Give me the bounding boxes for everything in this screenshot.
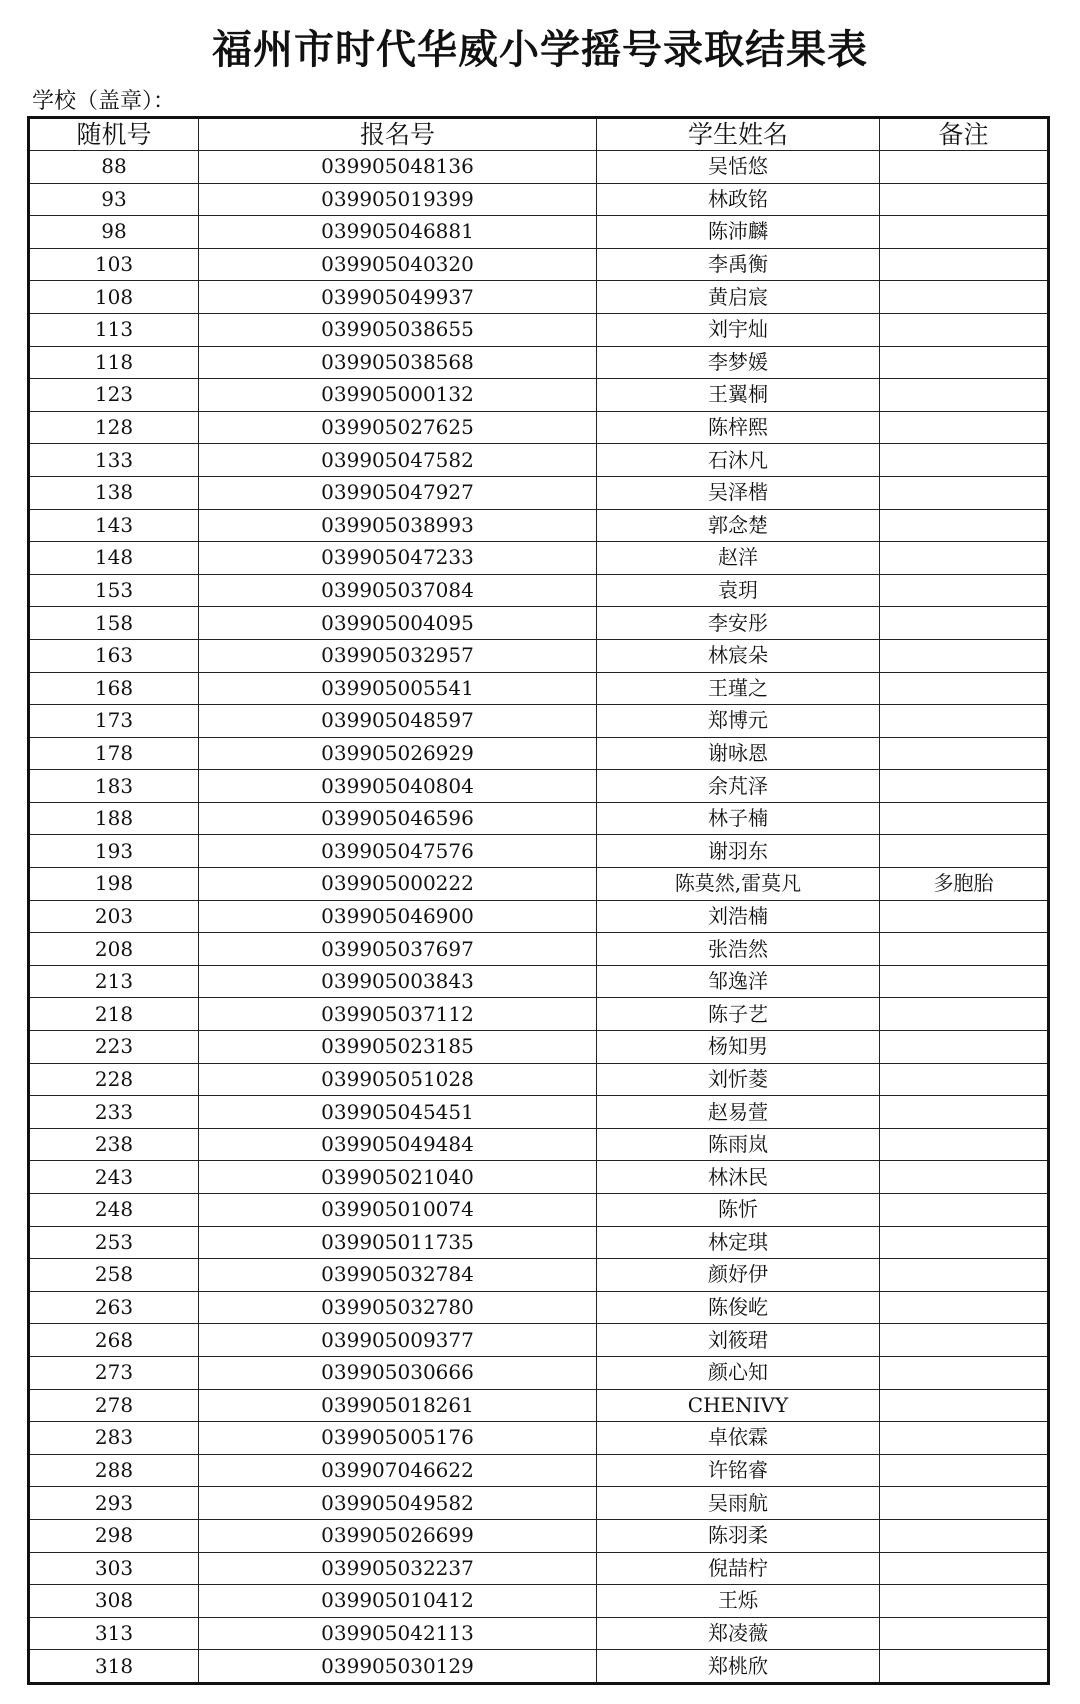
registration-number-cell: 039905032957 <box>199 639 597 672</box>
random-number-cell: 318 <box>29 1650 199 1684</box>
student-name-cell: 吴恬悠 <box>597 151 880 184</box>
student-name-cell: 李梦媛 <box>597 346 880 379</box>
remarks-cell <box>880 1324 1049 1357</box>
random-number-cell: 288 <box>29 1454 199 1487</box>
table-row <box>29 1552 1049 1585</box>
registration-number-cell: 039905000222 <box>199 868 597 901</box>
remarks-cell <box>880 965 1049 998</box>
table-row <box>29 1291 1049 1324</box>
remarks-cell <box>880 1259 1049 1292</box>
random-number-cell: 113 <box>29 313 199 346</box>
random-number-cell: 128 <box>29 411 199 444</box>
random-number-cell: 223 <box>29 1031 199 1064</box>
student-name-cell: 陈子艺 <box>597 998 880 1031</box>
random-number-cell: 188 <box>29 802 199 835</box>
student-name-cell: 刘浩楠 <box>597 900 880 933</box>
registration-number-cell: 039905042113 <box>199 1617 597 1650</box>
table-row <box>29 1324 1049 1357</box>
table-row <box>29 705 1049 738</box>
remarks-cell <box>880 1096 1049 1129</box>
header-remarks: 备注 <box>880 118 1049 151</box>
registration-number-cell: 039905009377 <box>199 1324 597 1357</box>
table-row <box>29 1487 1049 1520</box>
random-number-cell: 243 <box>29 1161 199 1194</box>
remarks-cell <box>880 542 1049 575</box>
registration-number-cell: 039905010074 <box>199 1194 597 1227</box>
remarks-cell <box>880 183 1049 216</box>
remarks-cell <box>880 151 1049 184</box>
table-row <box>29 411 1049 444</box>
student-name-cell: CHENIVY <box>597 1389 880 1422</box>
student-name-cell: 陈忻 <box>597 1194 880 1227</box>
student-name-cell: 王烁 <box>597 1585 880 1618</box>
registration-number-cell: 039905023185 <box>199 1031 597 1064</box>
table-row <box>29 1128 1049 1161</box>
table-row <box>29 639 1049 672</box>
student-name-cell: 郑凌薇 <box>597 1617 880 1650</box>
remarks-cell <box>880 835 1049 868</box>
registration-number-cell: 039905045451 <box>199 1096 597 1129</box>
registration-number-cell: 039905047927 <box>199 476 597 509</box>
random-number-cell: 213 <box>29 965 199 998</box>
random-number-cell: 218 <box>29 998 199 1031</box>
random-number-cell: 313 <box>29 1617 199 1650</box>
registration-number-cell: 039905021040 <box>199 1161 597 1194</box>
student-name-cell: 陈梓熙 <box>597 411 880 444</box>
remarks-cell <box>880 476 1049 509</box>
student-name-cell: 林定琪 <box>597 1226 880 1259</box>
table-row <box>29 672 1049 705</box>
school-seal-label: 学校（盖章）： <box>32 89 176 114</box>
table-row <box>29 998 1049 1031</box>
table-row <box>29 900 1049 933</box>
random-number-cell: 138 <box>29 476 199 509</box>
table-row <box>29 183 1049 216</box>
table-row <box>29 476 1049 509</box>
student-name-cell: 王瑾之 <box>597 672 880 705</box>
remarks-cell <box>880 607 1049 640</box>
table-row <box>29 444 1049 477</box>
registration-number-cell: 039905030666 <box>199 1356 597 1389</box>
table-row <box>29 574 1049 607</box>
remarks-cell <box>880 1487 1049 1520</box>
table-row <box>29 1226 1049 1259</box>
student-name-cell: 黄启宸 <box>597 281 880 314</box>
student-name-cell: 吴泽楷 <box>597 476 880 509</box>
registration-number-cell: 039905038568 <box>199 346 597 379</box>
student-name-cell: 杨知男 <box>597 1031 880 1064</box>
table-row <box>29 1650 1049 1684</box>
random-number-cell: 273 <box>29 1356 199 1389</box>
header-student-name: 学生姓名 <box>597 118 880 151</box>
table-row <box>29 1454 1049 1487</box>
table-row <box>29 313 1049 346</box>
random-number-cell: 278 <box>29 1389 199 1422</box>
student-name-cell: 陈俊屹 <box>597 1291 880 1324</box>
remarks-cell: 多胞胎 <box>880 868 1049 901</box>
registration-number-cell: 039905003843 <box>199 965 597 998</box>
registration-number-cell: 039905019399 <box>199 183 597 216</box>
remarks-cell <box>880 248 1049 281</box>
remarks-cell <box>880 705 1049 738</box>
random-number-cell: 153 <box>29 574 199 607</box>
random-number-cell: 303 <box>29 1552 199 1585</box>
student-name-cell: 林沐民 <box>597 1161 880 1194</box>
registration-number-cell: 039905048597 <box>199 705 597 738</box>
table-row <box>29 802 1049 835</box>
student-name-cell: 郑桃欣 <box>597 1650 880 1684</box>
registration-number-cell: 039905049484 <box>199 1128 597 1161</box>
random-number-cell: 143 <box>29 509 199 542</box>
student-name-cell: 陈莫然,雷莫凡 <box>597 868 880 901</box>
registration-number-cell: 039905049937 <box>199 281 597 314</box>
registration-number-cell: 039905037084 <box>199 574 597 607</box>
table-row <box>29 281 1049 314</box>
registration-number-cell: 039905026699 <box>199 1519 597 1552</box>
random-number-cell: 198 <box>29 868 199 901</box>
student-name-cell: 吴雨航 <box>597 1487 880 1520</box>
random-number-cell: 308 <box>29 1585 199 1618</box>
registration-number-cell: 039905038655 <box>199 313 597 346</box>
random-number-cell: 93 <box>29 183 199 216</box>
random-number-cell: 133 <box>29 444 199 477</box>
remarks-cell <box>880 1389 1049 1422</box>
random-number-cell: 248 <box>29 1194 199 1227</box>
table-row <box>29 1356 1049 1389</box>
remarks-cell <box>880 1128 1049 1161</box>
random-number-cell: 268 <box>29 1324 199 1357</box>
registration-number-cell: 039905037112 <box>199 998 597 1031</box>
registration-number-cell: 039907046622 <box>199 1454 597 1487</box>
remarks-cell <box>880 1226 1049 1259</box>
remarks-cell <box>880 281 1049 314</box>
random-number-cell: 193 <box>29 835 199 868</box>
student-name-cell: 赵易萱 <box>597 1096 880 1129</box>
remarks-cell <box>880 346 1049 379</box>
random-number-cell: 168 <box>29 672 199 705</box>
remarks-cell <box>880 672 1049 705</box>
random-number-cell: 123 <box>29 379 199 412</box>
student-name-cell: 石沐凡 <box>597 444 880 477</box>
student-name-cell: 赵洋 <box>597 542 880 575</box>
remarks-cell <box>880 639 1049 672</box>
table-row <box>29 1617 1049 1650</box>
registration-number-cell: 039905046900 <box>199 900 597 933</box>
registration-number-cell: 039905032784 <box>199 1259 597 1292</box>
student-name-cell: 颜妤伊 <box>597 1259 880 1292</box>
remarks-cell <box>880 313 1049 346</box>
random-number-cell: 283 <box>29 1422 199 1455</box>
student-name-cell: 许铭睿 <box>597 1454 880 1487</box>
remarks-cell <box>880 1617 1049 1650</box>
table-row <box>29 868 1049 901</box>
random-number-cell: 228 <box>29 1063 199 1096</box>
remarks-cell <box>880 998 1049 1031</box>
student-name-cell: 邹逸洋 <box>597 965 880 998</box>
registration-number-cell: 039905046596 <box>199 802 597 835</box>
registration-number-cell: 039905005176 <box>199 1422 597 1455</box>
registration-number-cell: 039905048136 <box>199 151 597 184</box>
random-number-cell: 148 <box>29 542 199 575</box>
remarks-cell <box>880 1650 1049 1684</box>
random-number-cell: 298 <box>29 1519 199 1552</box>
registration-number-cell: 039905000132 <box>199 379 597 412</box>
table-row <box>29 1389 1049 1422</box>
registration-number-cell: 039905051028 <box>199 1063 597 1096</box>
remarks-cell <box>880 770 1049 803</box>
table-row <box>29 346 1049 379</box>
registration-number-cell: 039905040804 <box>199 770 597 803</box>
remarks-cell <box>880 1356 1049 1389</box>
random-number-cell: 118 <box>29 346 199 379</box>
student-name-cell: 袁玥 <box>597 574 880 607</box>
remarks-cell <box>880 1585 1049 1618</box>
table-row <box>29 1259 1049 1292</box>
remarks-cell <box>880 509 1049 542</box>
random-number-cell: 98 <box>29 216 199 249</box>
registration-number-cell: 039905038993 <box>199 509 597 542</box>
random-number-cell: 293 <box>29 1487 199 1520</box>
random-number-cell: 178 <box>29 737 199 770</box>
registration-number-cell: 039905026929 <box>199 737 597 770</box>
registration-number-cell: 039905005541 <box>199 672 597 705</box>
random-number-cell: 183 <box>29 770 199 803</box>
random-number-cell: 108 <box>29 281 199 314</box>
table-body <box>29 151 1049 1684</box>
remarks-cell <box>880 444 1049 477</box>
registration-number-cell: 039905004095 <box>199 607 597 640</box>
remarks-cell <box>880 1519 1049 1552</box>
random-number-cell: 238 <box>29 1128 199 1161</box>
student-name-cell: 林宸朵 <box>597 639 880 672</box>
table-row <box>29 216 1049 249</box>
registration-number-cell: 039905049582 <box>199 1487 597 1520</box>
table-row <box>29 835 1049 868</box>
remarks-cell <box>880 1194 1049 1227</box>
table-row <box>29 770 1049 803</box>
random-number-cell: 173 <box>29 705 199 738</box>
random-number-cell: 158 <box>29 607 199 640</box>
header-random-number: 随机号 <box>29 118 199 151</box>
remarks-cell <box>880 1291 1049 1324</box>
student-name-cell: 刘宇灿 <box>597 313 880 346</box>
student-name-cell: 刘忻菱 <box>597 1063 880 1096</box>
header-registration-number: 报名号 <box>199 118 597 151</box>
table-row <box>29 1519 1049 1552</box>
table-row <box>29 1063 1049 1096</box>
remarks-cell <box>880 1161 1049 1194</box>
remarks-cell <box>880 379 1049 412</box>
registration-number-cell: 039905047582 <box>199 444 597 477</box>
random-number-cell: 103 <box>29 248 199 281</box>
student-name-cell: 卓依霖 <box>597 1422 880 1455</box>
student-name-cell: 李禹衡 <box>597 248 880 281</box>
random-number-cell: 253 <box>29 1226 199 1259</box>
student-name-cell: 颜心知 <box>597 1356 880 1389</box>
remarks-cell <box>880 574 1049 607</box>
registration-number-cell: 039905047576 <box>199 835 597 868</box>
admission-results-table <box>27 116 1050 1685</box>
remarks-cell <box>880 1422 1049 1455</box>
remarks-cell <box>880 216 1049 249</box>
registration-number-cell: 039905046881 <box>199 216 597 249</box>
student-name-cell: 王翼桐 <box>597 379 880 412</box>
student-name-cell: 倪喆柠 <box>597 1552 880 1585</box>
student-name-cell: 郑博元 <box>597 705 880 738</box>
remarks-cell <box>880 1454 1049 1487</box>
table-row <box>29 737 1049 770</box>
student-name-cell: 陈沛麟 <box>597 216 880 249</box>
random-number-cell: 88 <box>29 151 199 184</box>
table-header-row <box>29 118 1049 151</box>
student-name-cell: 谢羽东 <box>597 835 880 868</box>
table-row <box>29 248 1049 281</box>
student-name-cell: 郭念楚 <box>597 509 880 542</box>
remarks-cell <box>880 900 1049 933</box>
page-title: 福州市时代华威小学摇号录取结果表 <box>212 27 868 73</box>
table-row <box>29 1161 1049 1194</box>
table-row <box>29 1585 1049 1618</box>
random-number-cell: 208 <box>29 933 199 966</box>
student-name-cell: 林政铭 <box>597 183 880 216</box>
table-row <box>29 509 1049 542</box>
student-name-cell: 陈雨岚 <box>597 1128 880 1161</box>
registration-number-cell: 039905010412 <box>199 1585 597 1618</box>
random-number-cell: 233 <box>29 1096 199 1129</box>
student-name-cell: 李安彤 <box>597 607 880 640</box>
registration-number-cell: 039905040320 <box>199 248 597 281</box>
remarks-cell <box>880 1552 1049 1585</box>
student-name-cell: 谢咏恩 <box>597 737 880 770</box>
student-name-cell: 陈羽柔 <box>597 1519 880 1552</box>
remarks-cell <box>880 737 1049 770</box>
table-row <box>29 965 1049 998</box>
registration-number-cell: 039905032237 <box>199 1552 597 1585</box>
student-name-cell: 刘筱珺 <box>597 1324 880 1357</box>
random-number-cell: 258 <box>29 1259 199 1292</box>
registration-number-cell: 039905027625 <box>199 411 597 444</box>
table-row <box>29 379 1049 412</box>
registration-number-cell: 039905037697 <box>199 933 597 966</box>
random-number-cell: 203 <box>29 900 199 933</box>
remarks-cell <box>880 411 1049 444</box>
table-row <box>29 1422 1049 1455</box>
table-row <box>29 542 1049 575</box>
table-row <box>29 151 1049 184</box>
remarks-cell <box>880 933 1049 966</box>
table-row <box>29 1096 1049 1129</box>
table-row <box>29 1194 1049 1227</box>
remarks-cell <box>880 802 1049 835</box>
remarks-cell <box>880 1063 1049 1096</box>
table-row <box>29 1031 1049 1064</box>
registration-number-cell: 039905018261 <box>199 1389 597 1422</box>
registration-number-cell: 039905011735 <box>199 1226 597 1259</box>
remarks-cell <box>880 1031 1049 1064</box>
registration-number-cell: 039905030129 <box>199 1650 597 1684</box>
random-number-cell: 163 <box>29 639 199 672</box>
table-row <box>29 933 1049 966</box>
registration-number-cell: 039905032780 <box>199 1291 597 1324</box>
student-name-cell: 张浩然 <box>597 933 880 966</box>
registration-number-cell: 039905047233 <box>199 542 597 575</box>
random-number-cell: 263 <box>29 1291 199 1324</box>
table-row <box>29 607 1049 640</box>
student-name-cell: 林子楠 <box>597 802 880 835</box>
student-name-cell: 余芃泽 <box>597 770 880 803</box>
